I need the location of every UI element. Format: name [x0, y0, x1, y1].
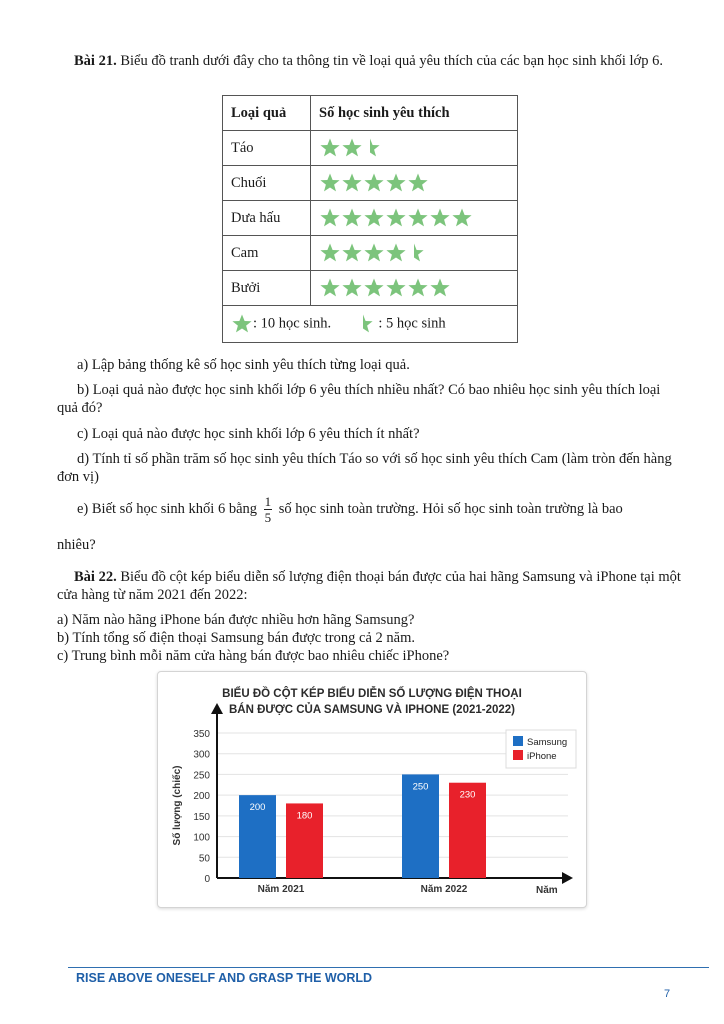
chart-card: [157, 671, 587, 908]
star-cell: [311, 271, 518, 306]
star-icon: [363, 242, 385, 264]
footer-rule: [68, 967, 709, 968]
fraction-denominator: 5: [264, 510, 272, 525]
table-row: [223, 271, 518, 306]
footer-slogan: RISE ABOVE ONESELF AND GRASP THE WORLD: [76, 971, 373, 985]
bar-value-label: 230: [459, 789, 476, 801]
table-row: [223, 201, 518, 236]
pictograph-table: [222, 95, 518, 343]
star-icon: [385, 172, 407, 194]
legend-label: iPhone: [527, 751, 557, 762]
b21-qa: [57, 356, 682, 374]
chart-title-line2: BÁN ĐƯỢC CỦA SAMSUNG VÀ IPHONE (2021-2022): [228, 704, 516, 716]
b21-intro-text: Biểu đồ tranh dưới đây cho ta thông tin về loại quả yêu thích của các bạn học sinh khối lớp 6.: [116, 53, 663, 69]
star-cell: [311, 201, 518, 236]
legend-swatch: [513, 750, 523, 760]
y-axis-label: Số lượng (chiếc): [172, 765, 183, 846]
chart-title-line1: BIỂU ĐỒ CỘT KÉP BIỂU DIỄN SỐ LƯỢNG ĐIỆN THOẠI: [222, 688, 522, 700]
half-star-icon: [407, 242, 429, 264]
fruit-name: Táo: [223, 131, 311, 166]
star-icon: [319, 242, 341, 264]
y-axis-arrow-icon: [211, 703, 223, 714]
x-tick-label: Năm 2022: [420, 884, 468, 895]
half-star-icon: [356, 313, 378, 335]
fruit-name: Cam: [223, 236, 311, 271]
fraction-numerator: 1: [264, 494, 272, 509]
x-tick-label: Năm 2021: [257, 884, 305, 895]
header-count: Số học sinh yêu thích: [311, 96, 518, 131]
b21-qe-after: số học sinh toàn trường. Hỏi số học sinh toàn trường là bao: [278, 500, 623, 517]
y-tick-label: 0: [204, 874, 210, 885]
bar-value-label: 180: [296, 810, 313, 822]
legend-half-label: : 5 học sinh: [378, 315, 446, 332]
star-icon: [341, 207, 363, 229]
b22-qa: a) Năm nào hãng iPhone bán được nhiều hơn hãng Samsung?: [57, 612, 415, 628]
star-icon: [363, 172, 385, 194]
table-row: [223, 131, 518, 166]
b21-qe-cont: nhiêu?: [57, 537, 96, 553]
legend-box: [506, 730, 576, 768]
b21-qe-before: e) Biết số học sinh khối 6 bằng: [77, 500, 258, 517]
star-icon: [407, 172, 429, 194]
star-icon: [341, 242, 363, 264]
b22-intro-text: Biểu đồ cột kép biểu diễn số lượng điện thoại bán được của hai hãng Samsung và iPhone tại một cửa hàng từ năm 2021 đến 2022:: [57, 569, 681, 603]
y-tick-label: 350: [193, 729, 210, 740]
half-star-icon: [363, 137, 385, 159]
fruit-name: Bưởi: [223, 271, 311, 306]
star-icon: [341, 137, 363, 159]
star-icon: [363, 207, 385, 229]
x-axis-arrow-icon: [562, 872, 573, 884]
star-icon: [341, 277, 363, 299]
star-icon: [231, 313, 253, 335]
star-icon: [407, 277, 429, 299]
b21-qb-text: b) Loại quả nào được học sinh khối lớp 6 yêu thích nhiều nhất? Có bao nhiêu học sinh yêu thích loại quả đó?: [57, 382, 661, 416]
star-cell: [311, 166, 518, 201]
table-row: [223, 236, 518, 271]
b22-qc: c) Trung bình mỗi năm cửa hàng bán được bao nhiêu chiếc iPhone?: [57, 648, 450, 664]
y-tick-label: 50: [198, 853, 210, 865]
star-icon: [319, 277, 341, 299]
bar-chart: [158, 672, 586, 907]
star-icon: [451, 207, 473, 229]
bar-value-label: 200: [249, 802, 266, 814]
y-tick-label: 100: [193, 832, 210, 844]
b21-qc-text: c) Loại quả nào được học sinh khối lớp 6 yêu thích ít nhất?: [77, 426, 420, 442]
star-icon: [385, 242, 407, 264]
star-icon: [319, 172, 341, 194]
star-icon: [319, 207, 341, 229]
bar-value-label: 250: [412, 781, 429, 793]
b21-qb: [57, 381, 682, 417]
legend-cell: [223, 306, 518, 343]
star-icon: [429, 277, 451, 299]
star-icon: [319, 137, 341, 159]
y-tick-label: 200: [193, 791, 210, 803]
legend-row: [223, 306, 518, 343]
star-cell: [311, 236, 518, 271]
star-icon: [363, 277, 385, 299]
fruit-name: Dưa hấu: [223, 201, 311, 236]
legend-full-label: : 10 học sinh.: [253, 315, 332, 332]
fruit-name: Chuối: [223, 166, 311, 201]
star-icon: [385, 277, 407, 299]
b21-qd: [57, 450, 682, 486]
star-icon: [429, 207, 451, 229]
b22-qb: b) Tính tổng số điện thoại Samsung bán được trong cả 2 năm.: [57, 630, 415, 646]
header-fruit: Loại quả: [223, 96, 311, 131]
star-icon: [385, 207, 407, 229]
table-header-row: [223, 96, 518, 131]
star-icon: [407, 207, 429, 229]
star-icon: [341, 172, 363, 194]
b22-intro: [57, 568, 682, 604]
y-tick-label: 250: [193, 770, 210, 782]
legend-swatch: [513, 736, 523, 746]
y-tick-label: 300: [193, 749, 210, 761]
star-cell: [311, 131, 518, 166]
b22-title: Bài 22.: [74, 569, 117, 585]
b21-title: Bài 21.: [74, 53, 117, 69]
b21-qc: [57, 425, 682, 443]
b21-intro: [57, 52, 682, 70]
page-number: 7: [664, 988, 671, 1000]
fraction: [264, 494, 273, 525]
b21-qe: [57, 494, 682, 525]
x-axis-label: Năm: [536, 885, 558, 896]
y-tick-label: 150: [193, 811, 210, 823]
b21-qa-text: a) Lập bảng thống kê số học sinh yêu thích từng loại quả.: [77, 357, 410, 373]
legend-label: Samsung: [527, 737, 568, 748]
table-row: [223, 166, 518, 201]
b21-qd-text: d) Tính tỉ số phần trăm số học sinh yêu thích Táo so với số học sinh yêu thích Cam (làm tròn đến hàng đơn vị): [57, 451, 672, 485]
